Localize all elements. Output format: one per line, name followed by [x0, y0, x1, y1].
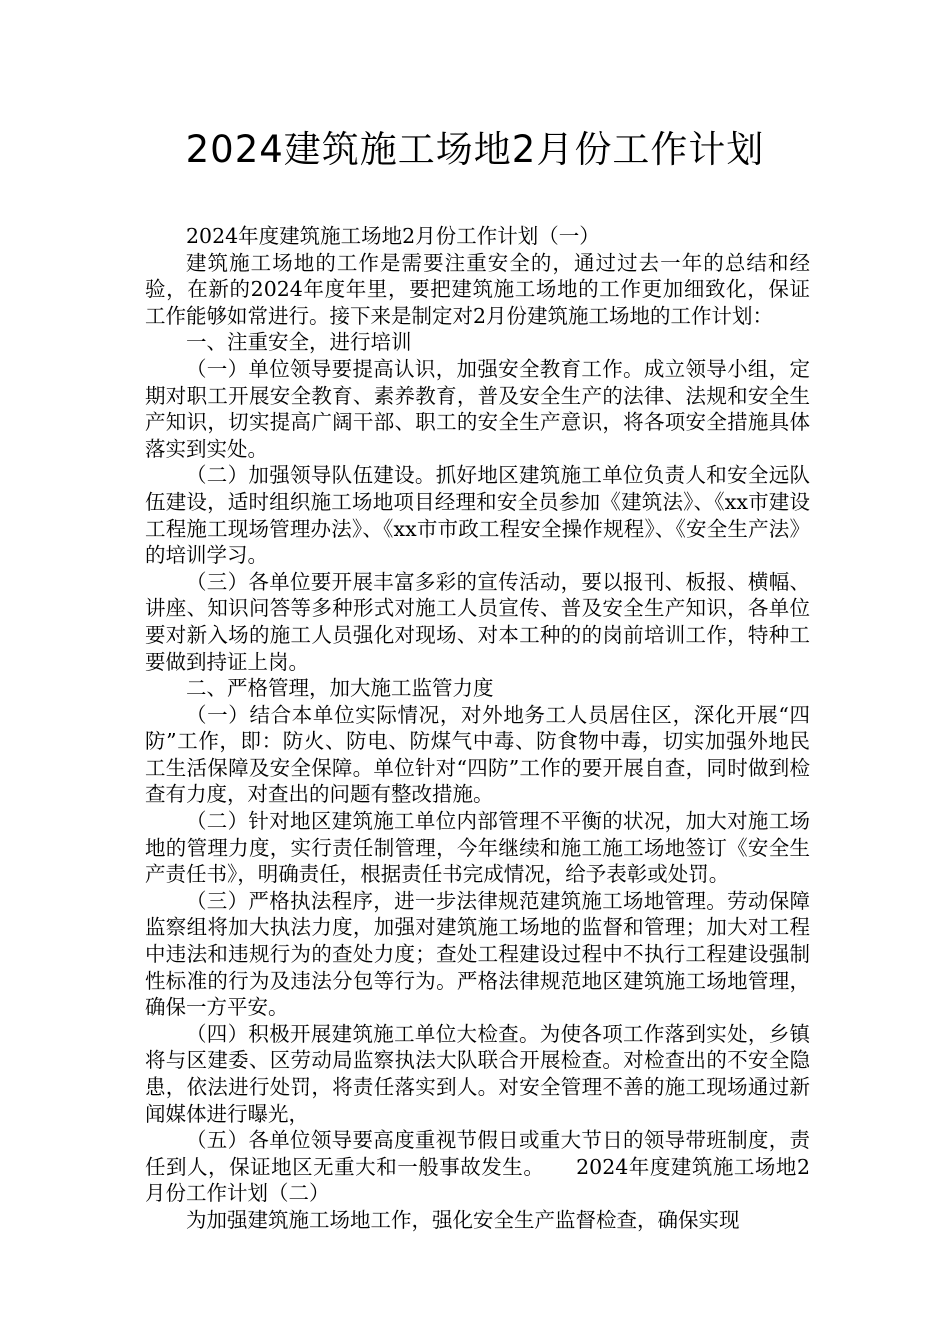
paragraph-part-2-intro: 为加强建筑施工场地工作，强化安全生产监督检查，确保实现 [186, 1207, 740, 1232]
paragraph-subtitle-1: 2024年度建筑施工场地2月份工作计划（一） [186, 224, 600, 248]
paragraph-1-1: （一）单位领导要提高认识，加强安全教育工作。成立领导小组，定期对职工开展安全教育、素养教育，普及安全生产的法律、法规和安全生产知识，切实提高广阔干部、职工的安全生产意识，将各项安全措施具体落实到实处。 [145, 356, 810, 461]
paragraph-2-1: （一）结合本单位实际情况，对外地务工人员居住区，深化开展“四防”工作，即：防火、防电、防煤气中毒、防食物中毒，切实加强外地民工生活保障及安全保障。单位针对“四防”工作的要开展自查，同时做到检查有力度，对查出的问题有整改措施。 [145, 702, 810, 807]
document-title: 2024建筑施工场地2月份工作计划 [185, 128, 765, 171]
paragraph-intro: 建筑施工场地的工作是需要注重安全的，通过过去一年的总结和经验，在新的2024年度年里，要把建筑施工场地的工作更加细致化，保证工作能够如常进行。接下来是制定对2月份建筑施工场地的工作计划： [145, 250, 810, 328]
document-body [145, 223, 810, 1234]
paragraph-2-4: （四）积极开展建筑施工单位大检查。为使各项工作落到实处，乡镇将与区建委、区劳动局监察执法大队联合开展检查。对检查出的不安全隐患，依法进行处罚，将责任落实到人。对安全管理不善的施工现场通过新闻媒体进行曝光， [145, 1021, 810, 1126]
paragraph-2-3: （三）严格执法程序，进一步法律规范建筑施工场地管理。劳动保障监察组将加大执法力度，加强对建筑施工场地的监督和管理；加大对工程中违法和违规行为的查处力度；查处工程建设过程中不执行工程建设强制性标准的行为及违法分包等行为。严格法律规范地区建筑施工场地管理，确保一方平安。 [145, 888, 810, 1020]
paragraph-2-2: （二）针对地区建筑施工单位内部管理不平衡的状况，加大对施工场地的管理力度，实行责任制管理，今年继续和施工施工场地签订《安全生产责任书》，明确责任，根据责任书完成情况，给予表彰或处罚。 [145, 809, 810, 887]
section-heading-1: 一、注重安全，进行培训 [186, 330, 412, 355]
paragraph-2-5: （五）各单位领导要高度重视节假日或重大节日的领导带班制度，责任到人，保证地区无重大和一般事故发生。 2024年度建筑施工场地2月份工作计划（二） [145, 1128, 810, 1206]
section-heading-2: 二、严格管理，加大施工监管力度 [186, 676, 494, 701]
paragraph-1-3: （三）各单位要开展丰富多彩的宣传活动，要以报刊、板报、横幅、讲座、知识问答等多种形式对施工人员宣传、普及安全生产知识，各单位要对新入场的施工人员强化对现场、对本工种的的岗前培训工作，特种工要做到持证上岗。 [145, 569, 810, 674]
paragraph-1-2: （二）加强领导队伍建设。抓好地区建筑施工单位负责人和安全远队伍建设，适时组织施工场地项目经理和安全员参加《建筑法》、《xx市建设工程施工现场管理办法》、《xx市市政工程安全操作规程》、《安全生产法》的培训学习。 [145, 463, 810, 568]
